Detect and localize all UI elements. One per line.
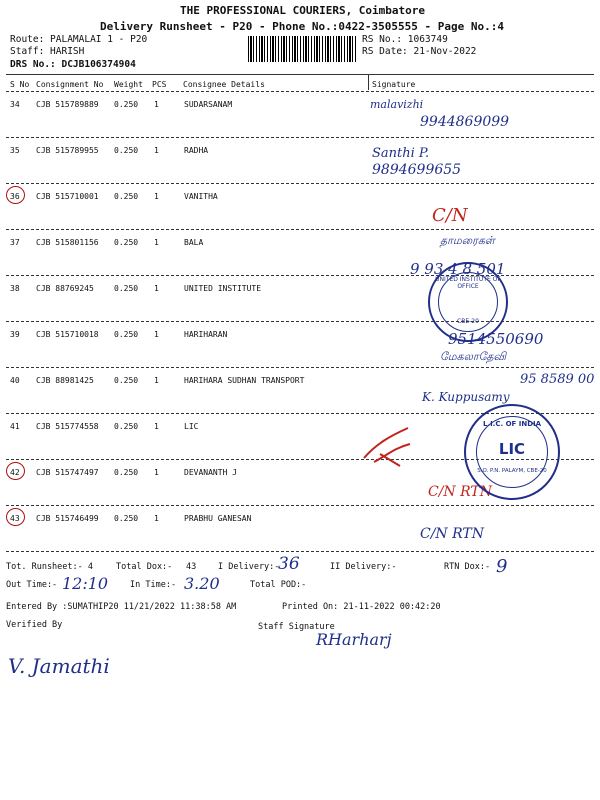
row-weight: 0.250 [114,146,139,155]
row-consignment: CJB 515774558 [36,422,99,431]
sig-38-phone: 9 93 4 8 501 [410,260,506,278]
row-pcs: 1 [154,422,159,431]
row-pcs: 1 [154,238,159,247]
sig-40-name: K. Kuppusamy [422,390,510,404]
lic-stamp-top: L.I.C. OF INDIA [482,420,542,428]
table-row [6,188,594,234]
row-consignment: CJB 515747497 [36,468,99,477]
table-row [6,510,594,556]
row-weight: 0.250 [114,100,139,109]
row-consignee: HARIHARAN [184,330,228,339]
company-title: THE PROFESSIONAL COURIERS, Coimbatore [180,4,426,17]
total-dox-label: Total Dox:- [116,562,173,572]
in-time-label: In Time:- [130,580,177,590]
table-row [6,142,594,188]
row-sno: 40 [10,376,20,385]
row-consignment: CJB 515710001 [36,192,99,201]
red-scribble-signature [360,418,416,474]
row-consignee: UNITED INSTITUTE [184,284,262,293]
row-consignment: CJB 515746499 [36,514,99,523]
row-weight: 0.250 [114,468,139,477]
col-weight: Weight [114,80,143,89]
row-consignment: CJB 88981425 [36,376,94,385]
sig-34-name: malavizhi [370,98,424,111]
staff: Staff: HARISH [10,46,85,57]
lic-stamp [464,404,560,500]
col-pcs: PCS [152,80,167,89]
route: Route: PALAMALAI 1 - P20 [10,34,148,45]
header-rule-top [6,74,594,75]
ii-delivery-label: II Delivery:- [330,562,397,572]
verified-signature: V. Jamathi [8,654,110,678]
row-pcs: 1 [154,284,159,293]
barcode [248,36,358,62]
row-weight: 0.250 [114,514,139,523]
row-36-mark-circle [6,186,25,204]
rtn-dox-label: RTN Dox:- [444,562,491,572]
sig-43-cn-rtn: C/N RTN [420,526,485,542]
row-consignee: VANITHA [184,192,218,201]
row-divider [6,137,594,138]
row-weight: 0.250 [114,284,139,293]
row-weight: 0.250 [114,238,139,247]
row-sno: 42 [10,468,20,477]
row-43-mark-circle [6,508,25,526]
row-pcs: 1 [154,376,159,385]
row-sno: 36 [10,192,20,201]
row-pcs: 1 [154,514,159,523]
row-weight: 0.250 [114,376,139,385]
row-pcs: 1 [154,330,159,339]
printed-on: Printed On: 21-11-2022 00:42:20 [282,602,441,612]
row-consignee: SUDARSANAM [184,100,233,109]
drs-number: DRS No.: DCJB106374904 [10,59,136,70]
row-sno: 34 [10,100,20,109]
institute-stamp-text: UNITED INSTITUTE OF OFFICE [435,276,501,290]
entered-by: Entered By :SUMATHIP20 11/21/2022 11:38:58 AM [6,602,237,612]
header-rule-bottom [6,91,594,92]
total-pod-label: Total POD:- [250,580,307,590]
total-dox-value: 43 [186,562,197,572]
out-time-label: Out Time:- [6,580,58,590]
col-consignee: Consignee Details [183,80,265,89]
row-divider [6,367,594,368]
row-divider [6,229,594,230]
rtn-dox-value: 9 [496,556,508,577]
rs-date: RS Date: 21-Nov-2022 [362,46,477,57]
row-sno: 38 [10,284,20,293]
table-row [6,234,594,280]
sig-39-phone: 9514550690 [448,330,544,348]
sig-39-tamil: மேகலாதேவி [440,350,507,363]
col-signature: Signature [372,80,416,89]
row-pcs: 1 [154,468,159,477]
row-sno: 37 [10,238,20,247]
row-weight: 0.250 [114,422,139,431]
sig-37-tamil: தாமரைகள் [440,234,495,247]
row-consignment: CJB 88769245 [36,284,94,293]
row-divider [6,505,594,506]
row-consignment: CJB 515801156 [36,238,99,247]
row-consignee: DEVANANTH J [184,468,237,477]
sig-35-phone: 9894699655 [372,162,462,178]
row-consignment: CJB 515710018 [36,330,99,339]
sig-40-phone: 95 8589 00 [520,372,595,387]
row-consignee: PRABHU GANESAN [184,514,252,523]
row-consignee: BALA [184,238,204,247]
i-delivery-label: I Delivery:- [218,562,280,572]
rs-number: RS No.: 1063749 [362,34,448,45]
row-pcs: 1 [154,192,159,201]
staff-signature-label: Staff Signature [258,622,335,632]
row-weight: 0.250 [114,192,139,201]
row-consignment: CJB 515789955 [36,146,99,155]
sig-36-cn: C/N [432,205,468,226]
row-sno: 35 [10,146,20,155]
i-delivery-value: 36 [278,554,300,574]
verified-by-label: Verified By [6,620,63,630]
tot-runsheet: Tot. Runsheet:- 4 [6,562,93,572]
row-divider [6,551,594,552]
row-pcs: 1 [154,100,159,109]
out-time-value: 12:10 [62,574,109,593]
row-weight: 0.250 [114,330,139,339]
lic-stamp-bottom: S.O. P.N. PALAYM, CBE-20 [477,468,547,474]
scribble-stroke [364,428,410,466]
row-consignee: RADHA [184,146,209,155]
row-sno: 39 [10,330,20,339]
staff-signature: RHarharj [316,630,392,649]
col-sno: S No [10,80,30,89]
header-divider [368,74,369,90]
runsheet-subtitle: Delivery Runsheet - P20 - Phone No.:0422-3505555 - Page No.:4 [100,20,504,33]
col-consignment: Consignment No [36,80,104,89]
sig-35-name: Santhi P. [372,146,430,161]
row-divider [6,183,594,184]
institute-stamp [428,262,508,342]
lic-logo: LIC [498,440,526,458]
row-pcs: 1 [154,146,159,155]
row-consignee: LIC [184,422,199,431]
row-consignee: HARIHARA SUDHAN TRANSPORT [184,376,305,385]
sig-42-cn-rtn: C/N RTN [428,484,493,500]
sig-34-phone: 9944869099 [420,114,510,130]
row-sno: 41 [10,422,20,431]
row-consignment: CJB 515789889 [36,100,99,109]
row-42-mark-circle [6,462,25,480]
institute-stamp-code: CBE-20 [457,318,479,325]
row-sno: 43 [10,514,20,523]
in-time-value: 3.20 [184,574,220,593]
